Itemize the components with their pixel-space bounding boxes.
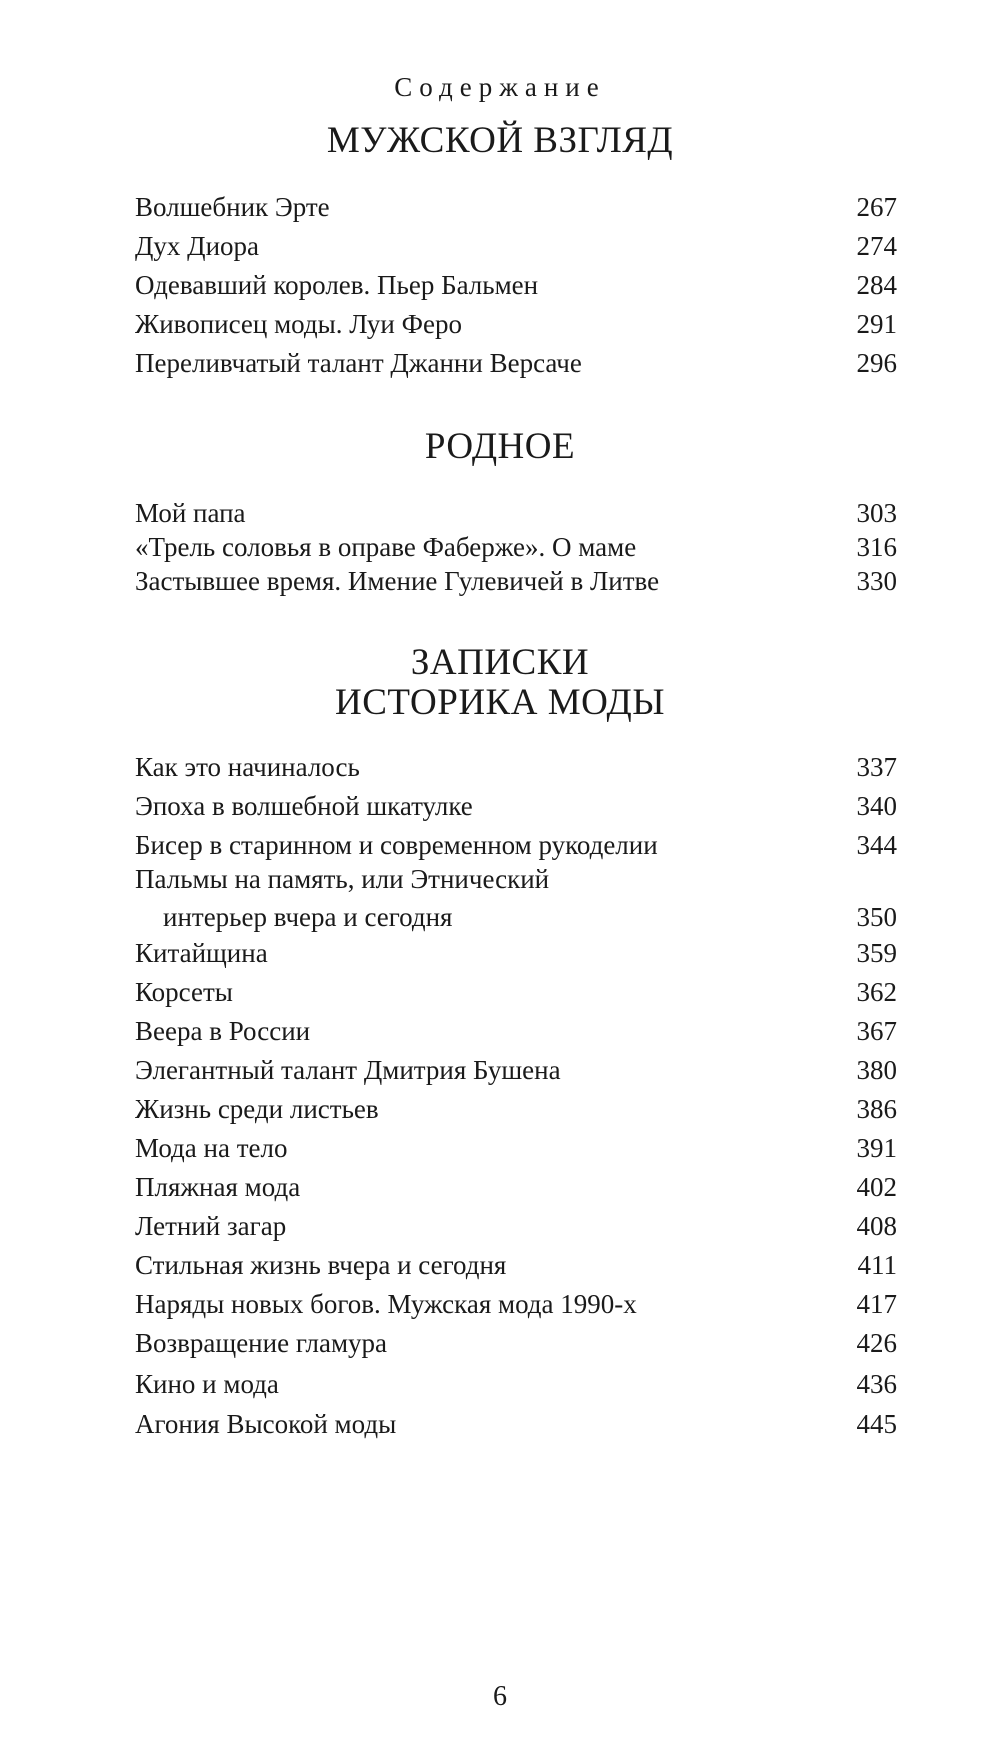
toc-entry[interactable] bbox=[135, 346, 897, 380]
toc-entry-title: Дух Диора bbox=[135, 231, 260, 261]
toc-entry-page: 359 bbox=[856, 938, 897, 968]
toc-entry-page: 296 bbox=[856, 348, 897, 378]
toc-entry-title: Пляжная мода bbox=[135, 1172, 301, 1202]
toc-entry[interactable] bbox=[135, 862, 897, 936]
toc-entry-page: 340 bbox=[856, 791, 897, 821]
toc-entry[interactable] bbox=[135, 1053, 897, 1087]
toc-entry[interactable] bbox=[135, 750, 897, 784]
toc-entry[interactable] bbox=[135, 496, 897, 530]
toc-entry-page: 316 bbox=[856, 532, 897, 562]
toc-entry-title: «Трель соловья в оправе Фаберже». О маме bbox=[135, 532, 637, 562]
toc-entry-page: 445 bbox=[856, 1409, 897, 1439]
toc-entry-title: Агония Высокой моды bbox=[135, 1409, 397, 1439]
toc-entry-title: Элегантный талант Дмитрия Бушена bbox=[135, 1055, 561, 1085]
toc-entry-title: Китайщина bbox=[135, 938, 268, 968]
toc-entry-page: 402 bbox=[856, 1172, 897, 1202]
toc-entry[interactable] bbox=[135, 307, 897, 341]
toc-entry-title: Живописец моды. Луи Феро bbox=[135, 309, 462, 339]
toc-entry-page: 391 bbox=[856, 1133, 897, 1163]
toc-entry-page: 267 bbox=[856, 192, 897, 222]
toc-entry-title-continuation: интерьер вчера и сегодня bbox=[163, 902, 453, 932]
toc-entry[interactable] bbox=[135, 1209, 897, 1243]
toc-entry-title: Кино и мода bbox=[135, 1369, 279, 1399]
section-title-rodnoe: РОДНОЕ bbox=[424, 426, 576, 467]
toc-entry[interactable] bbox=[135, 936, 897, 970]
page-number: 6 bbox=[493, 1681, 507, 1712]
toc-entry-page: 436 bbox=[856, 1369, 897, 1399]
toc-entry-page: 380 bbox=[856, 1055, 897, 1085]
section-title-zapiski-line2: ИСТОРИКА МОДЫ bbox=[335, 682, 665, 723]
toc-entry-title: Одевавший королев. Пьер Бальмен bbox=[135, 270, 539, 300]
toc-entry[interactable] bbox=[135, 229, 897, 263]
toc-entry-title: Бисер в старинном и современном рукоделии bbox=[135, 830, 658, 860]
toc-entry-page: 367 bbox=[856, 1016, 897, 1046]
toc-entry-page: 362 bbox=[856, 977, 897, 1007]
toc-entry-title: Застывшее время. Имение Гулевичей в Литве bbox=[135, 566, 660, 596]
toc-entry-page: 411 bbox=[857, 1250, 897, 1280]
toc-entry-page: 344 bbox=[856, 830, 897, 860]
toc-entry-title: Пальмы на память, или Этнический bbox=[135, 864, 550, 894]
toc-entry[interactable] bbox=[135, 1170, 897, 1204]
section-title-zapiski-line1: ЗАПИСКИ bbox=[410, 642, 590, 683]
toc-entry[interactable] bbox=[135, 975, 897, 1009]
toc-entry-title: Эпоха в волшебной шкатулке bbox=[135, 791, 473, 821]
toc-entry-title: Волшебник Эрте bbox=[135, 192, 330, 222]
toc-entry[interactable] bbox=[135, 190, 897, 224]
toc-entry-title: Жизнь среди листьев bbox=[135, 1094, 379, 1124]
toc-entry-page: 337 bbox=[856, 752, 897, 782]
toc-entry-title: Веера в России bbox=[135, 1016, 311, 1046]
toc-entry[interactable] bbox=[135, 828, 897, 862]
toc-entry-page: 386 bbox=[856, 1094, 897, 1124]
toc-entry-title: Стильная жизнь вчера и сегодня bbox=[135, 1250, 507, 1280]
section-title-muzhskoy-vzglyad: МУЖСКОЙ ВЗГЛЯД bbox=[326, 120, 674, 161]
toc-entry-title: Переливчатый талант Джанни Версаче bbox=[135, 348, 582, 378]
toc-entry[interactable] bbox=[135, 564, 897, 598]
toc-entry-title: Возвращение гламура bbox=[135, 1328, 388, 1358]
toc-entry-title: Мой папа bbox=[135, 498, 246, 528]
toc-entry-title: Мода на тело bbox=[135, 1133, 288, 1163]
toc-entry-title: Наряды новых богов. Мужская мода 1990-х bbox=[135, 1289, 637, 1319]
toc-entry-page: 330 bbox=[856, 566, 897, 596]
toc-entry[interactable] bbox=[135, 1287, 897, 1321]
toc-entry[interactable] bbox=[135, 1131, 897, 1165]
toc-entry-page: 303 bbox=[856, 498, 897, 528]
toc-entry-title: Корсеты bbox=[135, 977, 233, 1007]
toc-entry-title: Летний загар bbox=[135, 1211, 287, 1241]
toc-entry-page: 274 bbox=[856, 231, 897, 261]
toc-entry[interactable] bbox=[135, 1326, 897, 1360]
toc-entry-page: 408 bbox=[856, 1211, 897, 1241]
toc-entry[interactable] bbox=[135, 789, 897, 823]
toc-entry[interactable] bbox=[135, 1407, 897, 1441]
toc-entry-page: 284 bbox=[856, 270, 897, 300]
toc-entry[interactable] bbox=[135, 1248, 897, 1282]
toc-entry[interactable] bbox=[135, 530, 897, 564]
toc-entry-page: 291 bbox=[856, 309, 897, 339]
toc-entry-page: 417 bbox=[856, 1289, 897, 1319]
running-head: Содержание bbox=[394, 72, 606, 102]
toc-entry[interactable] bbox=[135, 1014, 897, 1048]
toc-entry[interactable] bbox=[135, 1367, 897, 1401]
toc-entry-title: Как это начиналось bbox=[135, 752, 360, 782]
toc-entry[interactable] bbox=[135, 268, 897, 302]
toc-entry-page: 350 bbox=[856, 902, 897, 932]
toc-entry[interactable] bbox=[135, 1092, 897, 1126]
toc-entry-page: 426 bbox=[856, 1328, 897, 1358]
